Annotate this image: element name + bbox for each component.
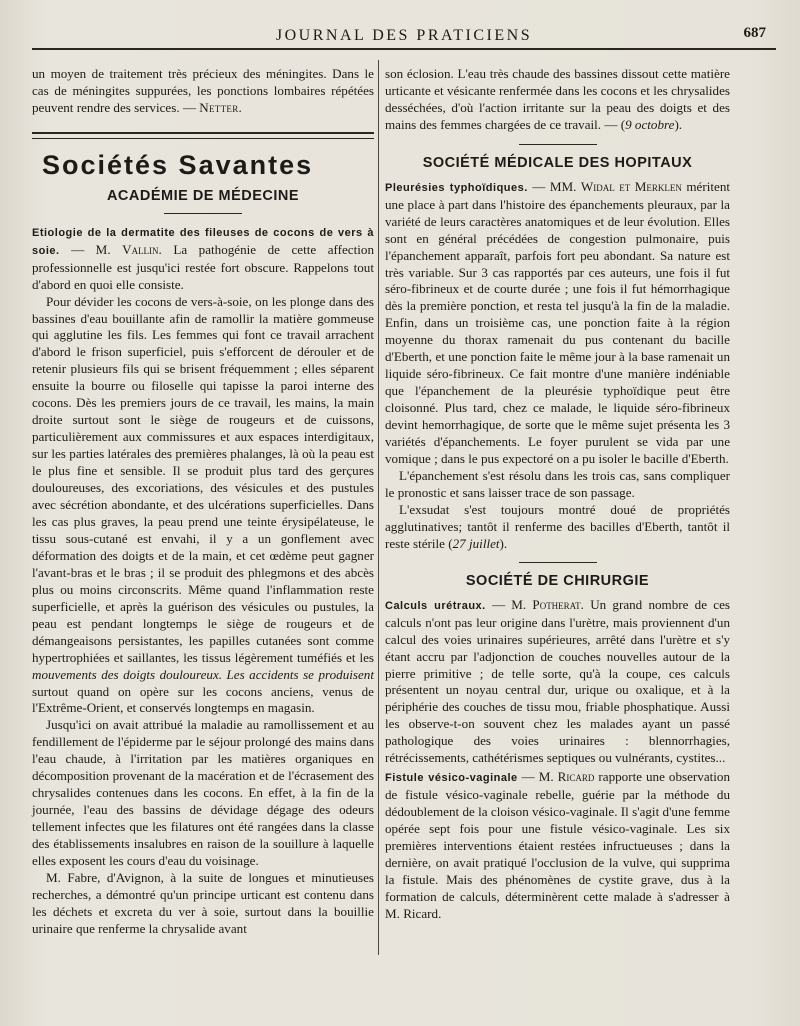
- hopitaux-date: 27 juillet: [452, 535, 500, 551]
- fistule-text: rapporte une observation de fistule vésico-vaginale rebelle, guérie par la méthode du dédoublement de la cloison vésico-vaginale. Il s'agit d'une femme opérée sept fois pour une fistule vésico-vaginale. Les six premières interventions étaient restées infructueuses ; dans la dernière, on avait pratiqué l'occlusion de la vulve, qui supprima la fistule. Mais des phénomènes de cystite grave, dus à la formation de calculs, déterminèrent cette malade à s'adresser à M. Ricard.: [385, 769, 730, 921]
- hopitaux-lead-in: Pleurésies typhoïdiques.: [385, 181, 528, 194]
- dash-text: — M.: [485, 596, 533, 612]
- two-column-body: [32, 66, 776, 966]
- calculs-text: Un grand nombre de ces calculs n'ont pas leur origine dans l'urètre, mais proviennent d'un calcul des voies urinaires supérieures, arrêté dans l'urètre et s'y étant accru par l'adjonction de couches nouvelles autour de la pierre primitive ; de telle sorte, qu'à la coupe, ces calculs présentent un noyau central dur, urique ou oxalique, et à la périphérie des couches de tissu mou, friable phosphatique. Aussi les observe-t-on souvent chez les malades ayant un passé pathologique des voies urinaires : blennorrhagies, rétrécissements, cathétérismes septiques ou vulnérants, cystites...: [385, 596, 730, 766]
- heading-rule: [519, 562, 597, 563]
- hopitaux-heading: SOCIÉTÉ MÉDICALE DES HOPITAUX: [422, 154, 693, 171]
- heading-rule: [164, 213, 242, 214]
- dash-text: — MM.: [527, 178, 581, 194]
- dash-text: — M.: [517, 769, 558, 785]
- continuation-paragraph: [385, 66, 730, 134]
- intro-paragraph: [32, 66, 374, 117]
- academie-heading: ACADÉMIE DE MÉDECINE: [106, 187, 300, 204]
- academie-p1-rest: La pathogénie de cette affection professionnelle est jusqu'ici restée fort obscure. Rappelons tout d'abord en quoi elle consiste.: [32, 241, 374, 292]
- page-number: 687: [743, 25, 766, 41]
- fistule-author: Ricard: [557, 769, 595, 785]
- hopitaux-paragraph-3: [385, 502, 730, 553]
- academie-paragraph-4: M. Fabre, d'Avignon, à la suite de longues et minutieuses recherches, a démontré qu'un principe urticant est contenu dans les déchets et excreta du ver à soie, surtout dans la bouillie urinaire que renferme la chrysalide avant: [32, 869, 374, 936]
- hopitaux-authors: Widal et Merklen: [580, 178, 682, 194]
- academie-author: Vallin.: [122, 241, 162, 257]
- academie-p2-italic: mouvements des doigts douloureux. Les accidents se produisent: [32, 666, 374, 682]
- academie-lead-in: Etiologie de la dermatite des fileuses de cocons de vers à soie.: [32, 226, 374, 257]
- academie-paragraph-1: [32, 224, 374, 294]
- dash-text: — M.: [59, 241, 123, 257]
- intro-signature: Netter.: [199, 99, 243, 115]
- chirurgie-heading: SOCIÉTÉ DE CHIRURGIE: [465, 572, 650, 589]
- column-divider: [378, 60, 379, 955]
- calculs-paragraph: [385, 597, 730, 768]
- hopitaux-p3-close: ).: [499, 535, 508, 551]
- fistule-lead-in: Fistule vésico-vaginale: [385, 772, 518, 785]
- academie-paragraph-3: Jusqu'ici on avait attribué la maladie au ramollissement et au fendillement de l'épiderme par le séjour prolongé des mains dans l'eau chaude, à l'irritation par les matières organiques en décomposition provenant de la macération et de l'écrasement des chrysalides contenues dans les cocons. En effet, à la fin de la journée, l'eau des bassins de dévidage dégage des odeurs tellement infectes que les filatures ont été rangées dans la classe des établissements insalubres en raison de la souillure à laquelle elles exposent les cours d'eau du voisinage.: [32, 717, 374, 869]
- section-divider: [32, 132, 374, 139]
- continuation-close: ).: [674, 116, 683, 132]
- continuation-text: son éclosion. L'eau très chaude des bassines dissout cette matière urticante et vésicante renfermée dans les cocons et les chrysalides desséchées, d'où l'action irritante sur la peau des doigts et des mains des femmes chargées de ce travail. — (: [385, 66, 730, 132]
- academie-p2-end: surtout quand on opère sur les cocons anciens, venus de l'Extrême-Orient, et conservés longtemps en magasin.: [32, 683, 374, 716]
- running-head: [32, 22, 776, 50]
- heading-rule: [519, 144, 597, 145]
- calculs-author: Potherat.: [532, 596, 584, 612]
- journal-title: JOURNAL DES PRATICIENS: [275, 27, 533, 44]
- main-section-title: Sociétés Savantes: [42, 149, 314, 180]
- calculs-lead-in: Calculs urétraux.: [385, 599, 486, 612]
- academie-paragraph-2: [32, 294, 374, 718]
- left-column: [32, 66, 374, 938]
- academie-p2: Pour dévider les cocons de vers-à-soie, on les plonge dans des bassines d'eau bouillante afin de ramollir la matière gommeuse qui agglutine les fils. Les femmes qui font ce travail arrachent d'abord le frison superficiel, puis s'efforcent de dérouler et de retenir plusieurs fils qui se brisent fréquemment ; elles séparent ensuite la bourre ou filoselle qui tapisse la paroi interne des cocons. Dès les premiers jours de ce travail, les mains, la main droite surtout sont le siège de rougeurs et de cuissons, particulièrement aux commissures et aux espaces interdigitaux, sur les parties latérales des premières phalanges, là où la peau est le plus fine et sensible. Il se produit plus tard des gerçures douloureuses, des excoriations, des vésicules et des pustules avec sécrétion abondante, et des ulcérations superficielles. Dans les cas plus graves, la peau prend une teinte érysipélateuse, le tissu sous-cutané est envahi, il y a un gonflement avec déformation des doigts et de la main, et cet œdème peut gagner l'avant-bras et le bras ; il se produit des phlegmons et des abcès plus ou moins circonscrits. Même quand l'inflammation reste superficielle, et après la guérison des vésicules ou pustules, la peau est pendant longtemps le siège de rougeurs et de démangeaisons persistantes, les papilles cutanées sont comme hypertrophiées et saillantes, les tissus légèrement tuméfiés et les: [32, 293, 374, 665]
- right-column: [385, 66, 730, 923]
- hopitaux-p3: L'exsudat s'est toujours montré doué de propriétés agglutinatives; tantôt il renferme des bacilles d'Eberth, tantôt il reste stérile (: [385, 501, 730, 551]
- hopitaux-paragraph-1: [385, 179, 730, 468]
- hopitaux-paragraph-2: L'épanchement s'est résolu dans les trois cas, sans compliquer le pronostic et sans laisser trace de son passage.: [385, 467, 730, 500]
- fistule-paragraph: [385, 769, 730, 923]
- intro-text: un moyen de traitement très précieux des méningites. Dans le cas de méningites suppurées, les ponctions lombaires répétées peuvent rendre des services. —: [32, 66, 374, 115]
- continuation-date: 9 octobre: [625, 116, 675, 132]
- hopitaux-p1-rest: méritent une place à part dans l'histoire des épanchements pleuraux, par la variété de leurs caractères anatomiques et de leur évolution. Elles sont en général précédées de congestion pulmonaire, puis l'épanchement apparaît, parfois fort peu abondant. Sa nature est très variable. Sur 3 cas rapportés par ces auteurs, une fois il fut séro-fibrineux et de courte durée ; une fois il fut hémorrhagique dès la première ponction, et resta tel jusqu'à la fin de la maladie. Enfin, dans un troisième cas, une ponction faite à la région moyenne du thorax ramenait du pus contenant du bacille d'Eberth, et une ponction faite le même jour à la base ramenait un liquide séro-fibrineux. Ce fait montre d'une manière indéniable que l'épanchement de la pleurésie typhoïdique peut être cloisonné. Plus tard, chez ce malade, le liquide séro-fibrineux devint hemorrhagique, de sorte que le même sujet présenta les 3 variétés d'épanchements. Le foyer purulent se vida par une vomique ; dans le pus expectoré on a pu isoler le bacille d'Eberth.: [385, 178, 731, 467]
